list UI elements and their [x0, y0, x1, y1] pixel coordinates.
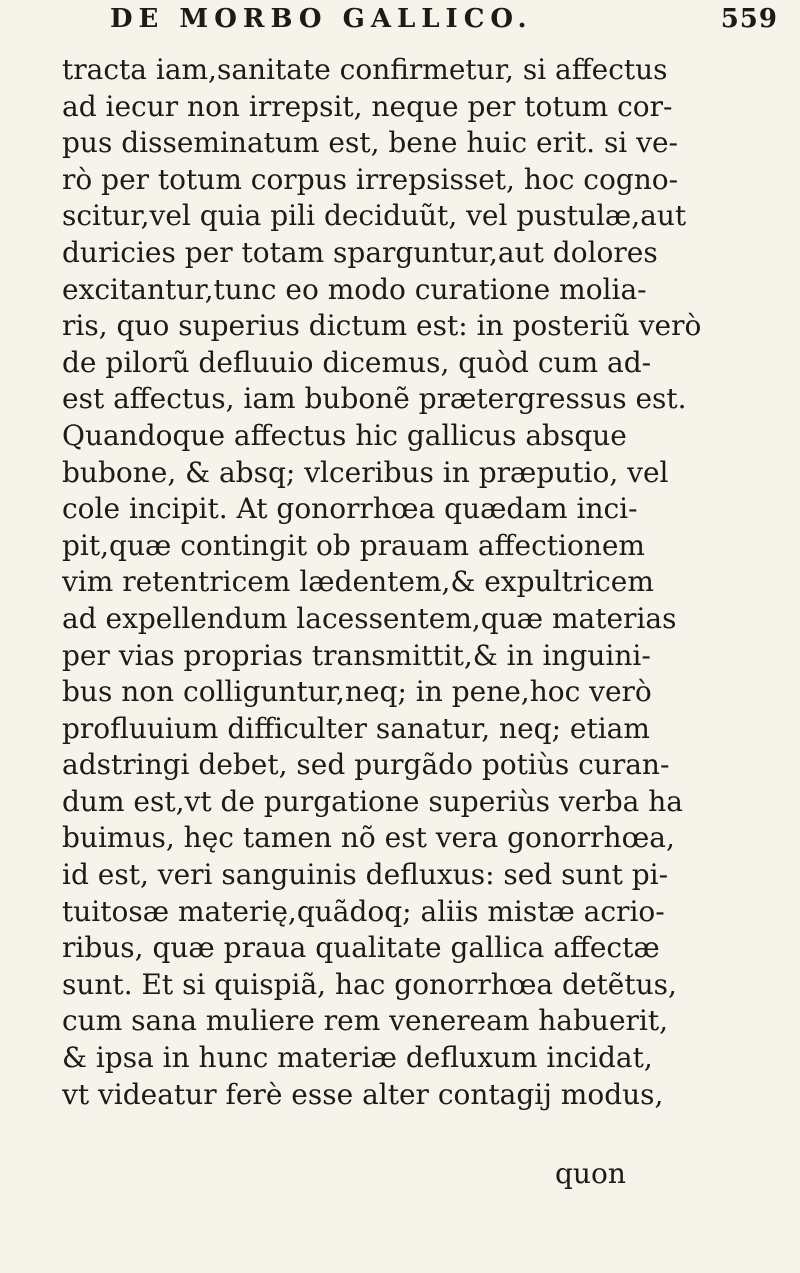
text-line: ad expellendum lacessentem,quæ materias — [62, 601, 677, 635]
text-line: ribus, quæ praua qualitate gallica affectæ — [62, 931, 660, 965]
text-line: bus non colliguntur,neq; in pene,hoc verò — [62, 675, 652, 709]
text-line: cole incipit. At gonorrhœa quædam inci- — [62, 492, 638, 526]
text-line: cum sana muliere rem veneream habuerit, — [62, 1004, 669, 1038]
page-header — [88, 4, 778, 44]
page-number: 559 — [720, 4, 778, 34]
text-line: profluuium difficulter sanatur, neq; etiam — [62, 711, 650, 745]
text-line: ad iecur non irrepsit, neque per totum cor- — [62, 89, 673, 123]
body-text — [62, 52, 782, 1113]
text-line: rò per totum corpus irrepsisset, hoc cogno- — [62, 162, 679, 196]
text-line: tracta iam,sanitate confirmetur, si affectus — [62, 53, 668, 86]
text-line: tuitosæ materię,quãdoq; aliis mistæ acrio- — [62, 894, 665, 928]
text-line: Quandoque affectus hic gallicus absque — [62, 418, 627, 452]
text-line: dum est,vt de purgatione superiùs verba ha — [62, 784, 683, 818]
text-line: vt videatur ferè esse alter contagij modus, — [62, 1077, 664, 1111]
text-line: scitur,vel quia pili deciduũt, vel pustulæ,aut — [62, 199, 687, 233]
catchword: quon — [555, 1157, 626, 1190]
text-line: ris, quo superius dictum est: in posteriũ verò — [62, 309, 702, 343]
text-line: & ipsa in hunc materiæ defluxum incidat, — [62, 1041, 653, 1075]
text-line: duricies per totam sparguntur,aut dolores — [62, 235, 658, 269]
text-line: est affectus, iam bubonẽ prætergressus est. — [62, 382, 687, 416]
text-line: per vias proprias transmittit,& in inguini- — [62, 638, 651, 672]
text-line: id est, veri sanguinis defluxus: sed sunt pi- — [62, 858, 669, 892]
running-title: DE MORBO GALLICO. — [110, 4, 533, 34]
text-line: pit,quæ contingit ob prauam affectionem — [62, 528, 645, 562]
text-line: excitantur,tunc eo modo curatione molia- — [62, 272, 647, 306]
text-line: pus disseminatum est, bene huic erit. si ve- — [62, 126, 679, 160]
text-line: vim retentricem lædentem,& expultricem — [62, 565, 654, 599]
text-line: sunt. Et si quispiã, hac gonorrhœa detẽtus, — [62, 967, 677, 1001]
text-line: bubone, & absq; vlceribus in præputio, vel — [62, 455, 669, 489]
text-line: buimus, hęc tamen nõ est vera gonorrhœa, — [62, 821, 675, 855]
text-line: adstringi debet, sed purgãdo potiùs curan- — [62, 748, 670, 782]
text-line: de pilorũ defluuio dicemus, quòd cum ad- — [62, 345, 652, 379]
